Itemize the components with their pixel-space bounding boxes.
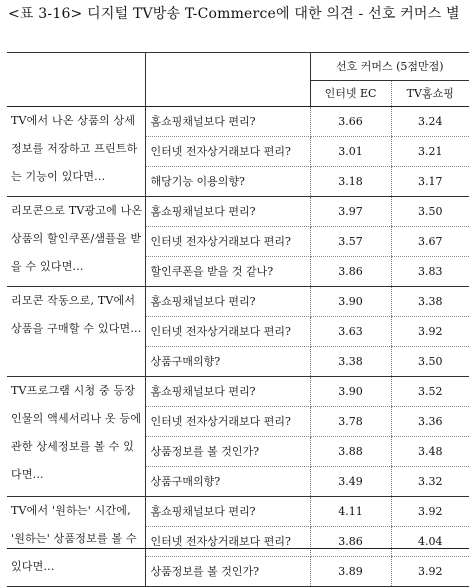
header-blank-question [7, 52, 145, 106]
tv-homeshopping-score: 3.92 [391, 316, 469, 346]
item-cell: 해당기능 이용의향? [145, 166, 310, 196]
question-cell: TV에서 '원하는' 시간에, '원하는' 상품정보를 볼 수 있다면... [7, 496, 145, 586]
tv-homeshopping-score: 3.92 [391, 496, 469, 526]
tv-homeshopping-score: 3.83 [391, 256, 469, 286]
tv-homeshopping-score: 4.04 [391, 526, 469, 556]
table-header [7, 52, 469, 106]
table-row [7, 196, 469, 226]
item-cell: 인터넷 전자상거래보다 편리? [145, 136, 310, 166]
question-cell: TV에서 나온 상품의 상세정보를 저장하고 프린트하는 기능이 있다면... [7, 106, 145, 196]
item-cell: 상품정보를 볼 것인가? [145, 556, 310, 586]
tv-homeshopping-score: 3.67 [391, 226, 469, 256]
internet-ec-score: 3.86 [310, 256, 391, 286]
item-cell: 할인쿠폰을 받을 것 같나? [145, 256, 310, 286]
internet-ec-score: 3.89 [310, 556, 391, 586]
col-header-internet-ec: 인터넷 EC [310, 80, 391, 106]
internet-ec-score: 3.49 [310, 466, 391, 496]
internet-ec-score: 4.11 [310, 496, 391, 526]
tv-homeshopping-score: 3.38 [391, 286, 469, 316]
tv-homeshopping-score: 3.24 [391, 106, 469, 136]
question-cell: TV프로그램 시청 중 등장인물의 액세서리나 옷 등에 관한 상세정보를 볼 수 있다면... [7, 376, 145, 496]
col-header-tv-homeshopping: TV홈쇼핑 [391, 80, 469, 106]
tv-homeshopping-score: 3.36 [391, 406, 469, 436]
internet-ec-score: 3.88 [310, 436, 391, 466]
item-cell: 인터넷 전자상거래보다 편리? [145, 526, 310, 556]
item-cell: 인터넷 전자상거래보다 편리? [145, 316, 310, 346]
tv-homeshopping-score: 3.52 [391, 376, 469, 406]
question-cell: 리모콘으로 TV광고에 나온 상품의 할인쿠폰/샘플을 받을 수 있다면... [7, 196, 145, 286]
survey-table [7, 52, 469, 587]
internet-ec-score: 3.66 [310, 106, 391, 136]
item-cell: 홈쇼핑채널보다 편리? [145, 106, 310, 136]
item-cell: 인터넷 전자상거래보다 편리? [145, 226, 310, 256]
item-cell: 홈쇼핑채널보다 편리? [145, 496, 310, 526]
item-cell: 상품구매의향? [145, 466, 310, 496]
internet-ec-score: 3.97 [310, 196, 391, 226]
header-blank-item [145, 52, 310, 106]
internet-ec-score: 3.86 [310, 526, 391, 556]
table-row [7, 496, 469, 526]
tv-homeshopping-score: 3.32 [391, 466, 469, 496]
table-title: <표 3-16> 디지털 TV방송 T-Commerce에 대한 의견 - 선호 커머스 별 [8, 6, 460, 22]
table-row [7, 106, 469, 136]
item-cell: 인터넷 전자상거래보다 편리? [145, 406, 310, 436]
group-header: 선호 커머스 (5점만점) [310, 52, 469, 80]
internet-ec-score: 3.01 [310, 136, 391, 166]
tv-homeshopping-score: 3.92 [391, 556, 469, 586]
table-row [7, 376, 469, 406]
internet-ec-score: 3.57 [310, 226, 391, 256]
item-cell: 홈쇼핑채널보다 편리? [145, 286, 310, 316]
table-row [7, 286, 469, 316]
tv-homeshopping-score: 3.17 [391, 166, 469, 196]
item-cell: 홈쇼핑채널보다 편리? [145, 196, 310, 226]
item-cell: 홈쇼핑채널보다 편리? [145, 376, 310, 406]
internet-ec-score: 3.63 [310, 316, 391, 346]
table-body [7, 106, 469, 586]
tv-homeshopping-score: 3.21 [391, 136, 469, 166]
internet-ec-score: 3.78 [310, 406, 391, 436]
internet-ec-score: 3.90 [310, 286, 391, 316]
tv-homeshopping-score: 3.48 [391, 436, 469, 466]
tv-homeshopping-score: 3.50 [391, 346, 469, 376]
tv-homeshopping-score: 3.50 [391, 196, 469, 226]
internet-ec-score: 3.18 [310, 166, 391, 196]
question-cell: 리모콘 작동으로, TV에서 상품을 구매할 수 있다면... [7, 286, 145, 376]
item-cell: 상품정보를 볼 것인가? [145, 436, 310, 466]
internet-ec-score: 3.38 [310, 346, 391, 376]
internet-ec-score: 3.90 [310, 376, 391, 406]
item-cell: 상품구매의향? [145, 346, 310, 376]
